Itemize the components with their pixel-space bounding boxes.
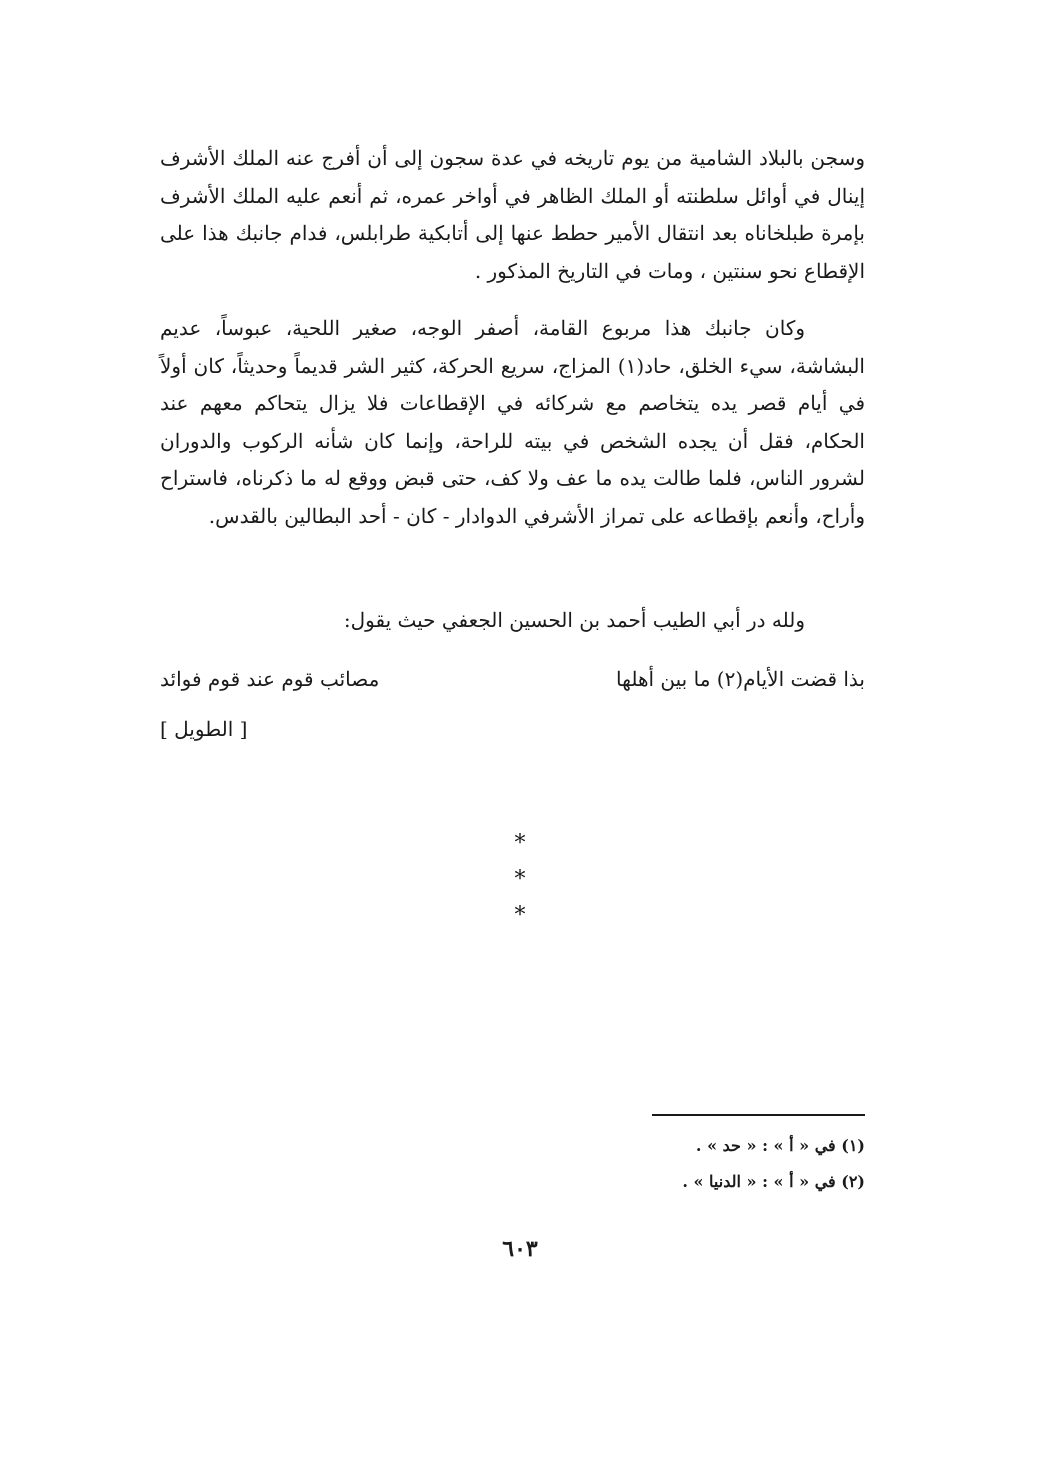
poem-second-hemistich: مصائب قوم عند قوم فوائد xyxy=(160,667,380,691)
footnote-1: (١) في « أ » : « حد » . xyxy=(695,1136,865,1155)
section-separator: * * * xyxy=(514,831,562,928)
page-number: ٦٠٣ xyxy=(502,1236,538,1262)
footnotes xyxy=(500,1128,865,1200)
body-paragraph-2: وكان جانبك هذا مربوع القامة، أصفر الوجه، صغير اللحية، عبوساً، عديم البشاشة، سيء الخلق، حاد(١) المزاج، سريع الحركة، كثير الشر قديماً وحديثاً، كان أولاً في أيام قصر يده يتخاصم مع شركائه في الإقطاعات فلا يزال يتحاكم معهم عند الحكام، فقل أن يجده الشخص في بيته للراحة، وإنما كان شأنه الركوب والدوران لشرور الناس، فلما طالت يده ما عف ولا كف، حتى قبض ووقع له ما ذكرناه، فاستراح وأراح، وأنعم بإقطاعه على تمراز الأشرفي الدوادار - كان - أحد البطالين بالقدس. xyxy=(160,316,865,528)
footnote-divider xyxy=(652,1114,865,1116)
footnote-2: (٢) في « أ » : « الدنيا » . xyxy=(682,1172,865,1191)
body-paragraph-1: وسجن بالبلاد الشامية من يوم تاريخه في عدة سجون إلى أن أفرج عنه الملك الأشرف إينال في أوائل سلطنته أو الملك الظاهر في أواخر عمره، ثم أنعم عليه الملك الأشرف بإمرة طبلخاناه بعد انتقال الأمير حطط عنها إلى أتابكية طرابلس، فدام جانبك هذا على الإقطاع نحو سنتين ، ومات في التاريخ المذكور . xyxy=(160,146,865,283)
poem-meter-label: [ الطويل ] xyxy=(160,717,248,741)
poem-introduction: ولله در أبي الطيب أحمد بن الحسين الجعفي حيث يقول: xyxy=(343,608,805,632)
poem-verse xyxy=(160,660,865,698)
poem-first-hemistich: بذا قضت الأيام(٢) ما بين أهلها xyxy=(616,667,865,691)
